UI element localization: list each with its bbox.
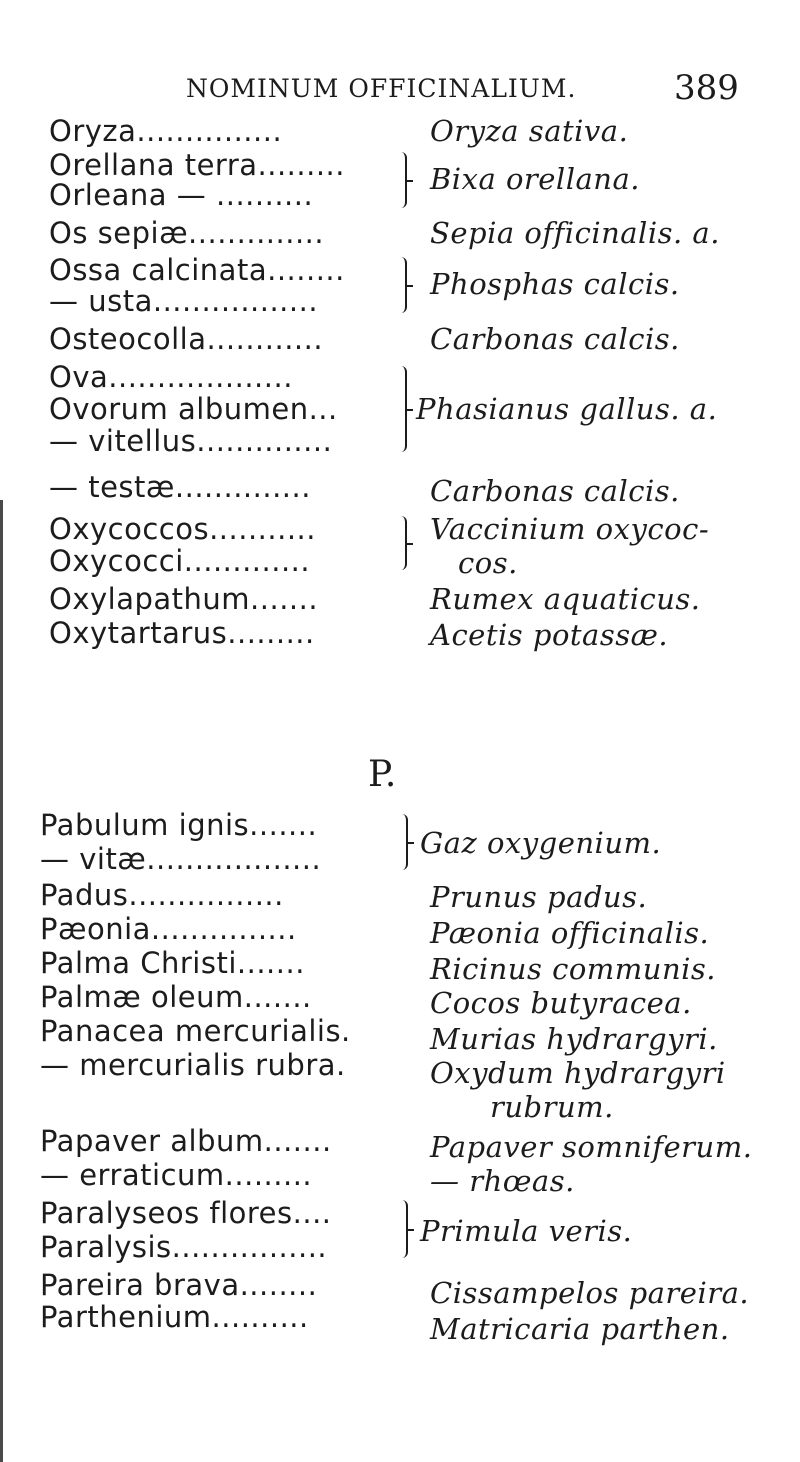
- entry-equivalent: Carbonas calcis.: [430, 474, 680, 508]
- entry-equivalent: Oryza sativa.: [430, 114, 629, 148]
- entry-term: Oxytartarus.........: [49, 616, 315, 650]
- entry-term: Ova...................: [49, 360, 293, 394]
- entry-equivalent: Phosphas calcis.: [430, 267, 680, 301]
- entry-term: Orellana terra.........: [49, 148, 345, 182]
- entry-equivalent: Bixa orellana.: [430, 162, 640, 196]
- entry-term: Ovorum albumen...: [49, 392, 338, 426]
- entry-term: Papaver album.......: [40, 1124, 332, 1158]
- entry-term: Oxycocci.............: [49, 544, 311, 578]
- brace: [400, 814, 408, 870]
- page-header: [186, 68, 776, 108]
- entry-equivalent: Gaz oxygenium.: [420, 826, 662, 860]
- entry-equivalent: Oxydum hydrargyri: [430, 1056, 726, 1090]
- entry-term: Palma Christi.......: [40, 946, 305, 980]
- entry-term: Oxycoccos...........: [49, 512, 316, 546]
- entry-equivalent: Vaccinium oxycoc-: [430, 512, 710, 546]
- entry-term: Pæonia...............: [40, 912, 297, 946]
- section-letter: P.: [368, 754, 397, 795]
- entry-equivalent: Rumex aquaticus.: [430, 582, 701, 616]
- entry-term: Os sepiæ..............: [49, 216, 325, 250]
- entry-term: — erraticum.........: [40, 1158, 313, 1192]
- entry-equivalent: Matricaria parthen.: [430, 1312, 730, 1346]
- entry-equivalent: — rhœas.: [430, 1164, 575, 1198]
- entry-equivalent: Ricinus communis.: [430, 952, 717, 986]
- page-edge-rule: [0, 500, 3, 1462]
- brace: [399, 257, 407, 313]
- entry-equivalent: Papaver somniferum.: [430, 1130, 753, 1164]
- entry-term: Panacea mercurialis.: [40, 1014, 351, 1048]
- entry-equivalent: cos.: [458, 546, 518, 580]
- entry-equivalent: Sepia officinalis. a.: [430, 216, 720, 250]
- entry-term: — testæ..............: [49, 470, 311, 504]
- entry-equivalent: Pæonia officinalis.: [430, 916, 710, 950]
- entry-term: Pabulum ignis.......: [40, 808, 318, 842]
- entry-term: Orleana — ..........: [49, 178, 314, 212]
- entry-equivalent: Acetis potassæ.: [430, 618, 669, 652]
- entry-term: Osteocolla............: [49, 322, 324, 356]
- entry-term: Palmæ oleum.......: [40, 980, 312, 1014]
- entry-equivalent: Carbonas calcis.: [430, 322, 680, 356]
- entry-term: — usta.................: [49, 284, 319, 318]
- entry-term: Parthenium..........: [40, 1300, 309, 1334]
- entry-term: — vitellus..............: [49, 424, 333, 458]
- entry-equivalent: Phasianus gallus. a.: [416, 392, 718, 426]
- brace: [399, 152, 407, 208]
- entry-term: — mercurialis rubra.: [40, 1048, 346, 1082]
- entry-term: Paralyseos flores....: [40, 1196, 332, 1230]
- entry-equivalent: Cocos butyracea.: [430, 986, 692, 1020]
- brace: [399, 516, 407, 570]
- entry-term: Padus................: [40, 878, 284, 912]
- entry-equivalent: rubrum.: [490, 1090, 614, 1124]
- brace: [399, 366, 407, 452]
- running-title: NOMINUM OFFICINALIUM.: [186, 74, 577, 103]
- entry-term: Oryza...............: [49, 114, 283, 148]
- entry-term: Pareira brava........: [40, 1268, 318, 1302]
- entry-equivalent: Prunus padus.: [430, 880, 648, 914]
- entry-term: Paralysis................: [40, 1230, 328, 1264]
- page-number: 389: [674, 68, 739, 108]
- entry-term: Ossa calcinata........: [49, 253, 345, 287]
- entry-term: — vitæ..................: [40, 842, 322, 876]
- entry-equivalent: Murias hydrargyri.: [430, 1022, 718, 1056]
- brace: [400, 1200, 408, 1258]
- entry-equivalent: Primula veris.: [420, 1214, 633, 1248]
- entry-equivalent: Cissampelos pareira.: [430, 1276, 750, 1310]
- entry-term: Oxylapathum.......: [49, 582, 319, 616]
